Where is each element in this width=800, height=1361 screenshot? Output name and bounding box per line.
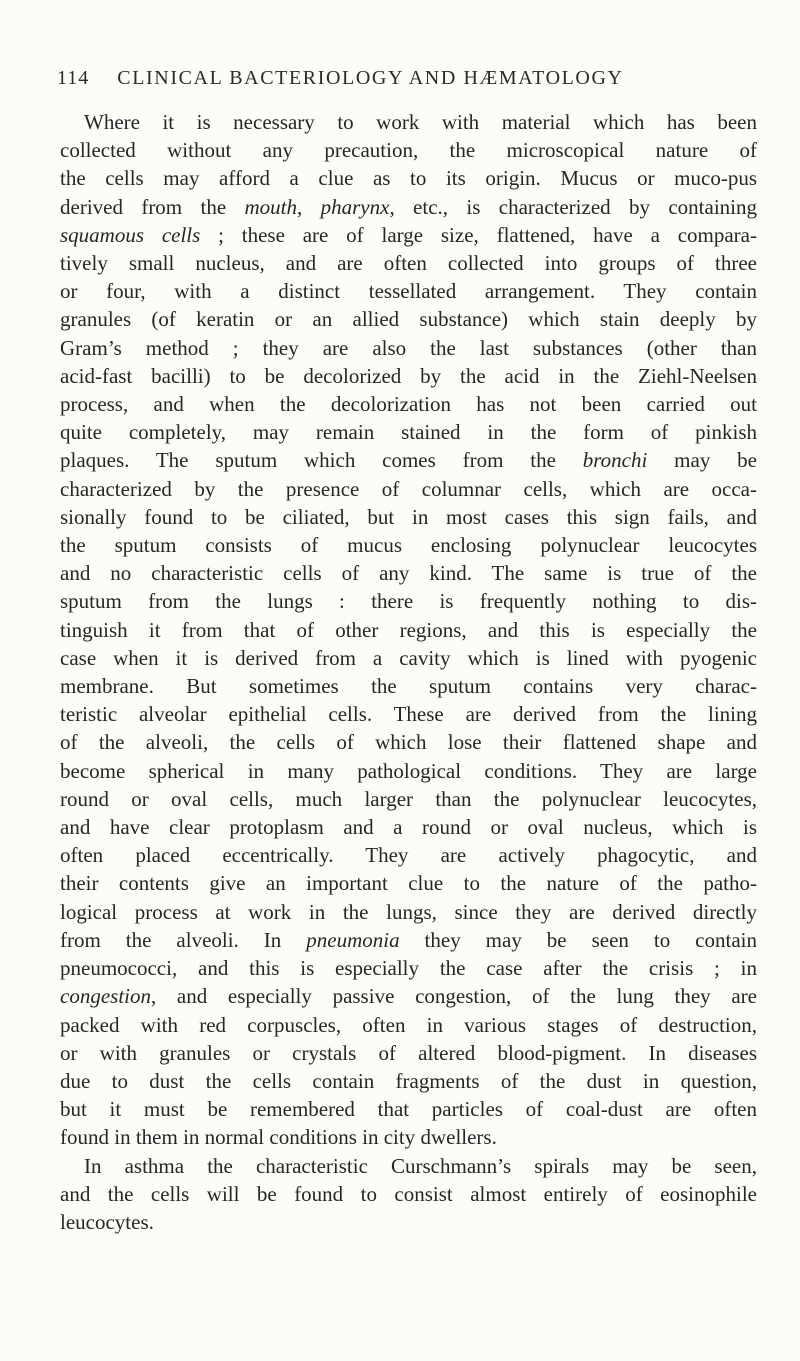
text-line: congestion, and especially passive congestion, of the lung they are	[60, 984, 757, 1009]
text-line: collected without any precaution, the microscopical nature of	[60, 138, 757, 163]
text-line: Gram’s method ; they are also the last substances (other than	[60, 335, 757, 360]
text-line: squamous cells ; these are of large size, flattened, have a compara-	[60, 222, 757, 247]
text-line: logical process at work in the lungs, since they are derived directly	[60, 899, 757, 924]
text-line: quite completely, may remain stained in the form of pinkish	[60, 420, 757, 445]
text-line: packed with red corpuscles, often in various stages of destruction,	[60, 1012, 757, 1037]
text-line: granules (of keratin or an allied substance) which stain deeply by	[60, 307, 757, 332]
text-line: but it must be remembered that particles of coal-dust are often	[60, 1097, 757, 1122]
text-line: and no characteristic cells of any kind. The same is true of the	[60, 561, 757, 586]
text-line: or four, with a distinct tessellated arrangement. They contain	[60, 279, 757, 304]
running-head	[57, 67, 757, 90]
text-line: or with granules or crystals of altered blood-pigment. In diseases	[60, 1040, 757, 1065]
text-line: In asthma the characteristic Curschmann’s spirals may be seen,	[84, 1153, 757, 1178]
text-line: round or oval cells, much larger than the polynuclear leucocytes,	[60, 786, 757, 811]
body-text	[60, 108, 757, 1236]
text-line: tinguish it from that of other regions, and this is especially the	[60, 617, 757, 642]
text-line: case when it is derived from a cavity which is lined with pyogenic	[60, 645, 757, 670]
paragraph-2	[60, 1152, 757, 1237]
text-line: pneumococci, and this is especially the case after the crisis ; in	[60, 956, 757, 981]
text-line: of the alveoli, the cells of which lose their flattened shape and	[60, 730, 757, 755]
text-line: become spherical in many pathological conditions. They are large	[60, 758, 757, 783]
text-line: their contents give an important clue to the nature of the patho-	[60, 871, 757, 896]
text-line: the sputum consists of mucus enclosing polynuclear leucocytes	[60, 533, 757, 558]
text-line: from the alveoli. In pneumonia they may be seen to contain	[60, 927, 757, 952]
text-line: leucocytes.	[60, 1209, 154, 1234]
text-line: tively small nucleus, and are often collected into groups of three	[60, 251, 757, 276]
text-line: due to dust the cells contain fragments of the dust in question,	[60, 1068, 757, 1093]
page-number: 114	[57, 67, 90, 89]
text-line: membrane. But sometimes the sputum contains very charac-	[60, 674, 757, 699]
text-line: acid-fast bacilli) to be decolorized by the acid in the Ziehl-Neelsen	[60, 363, 757, 388]
text-line: sputum from the lungs : there is frequently nothing to dis-	[60, 589, 757, 614]
running-head-title: CLINICAL BACTERIOLOGY AND HÆMATOLOGY	[117, 67, 624, 89]
text-line: found in them in normal conditions in city dwellers.	[60, 1125, 497, 1150]
text-line: sionally found to be ciliated, but in most cases this sign fails, and	[60, 504, 757, 529]
text-line: derived from the mouth, pharynx, etc., is characterized by containing	[60, 194, 758, 219]
text-line: plaques. The sputum which comes from the bronchi may be	[60, 448, 757, 473]
text-line: teristic alveolar epithelial cells. These are derived from the lining	[60, 702, 757, 727]
text-line: often placed eccentrically. They are actively phagocytic, and	[60, 843, 757, 868]
paragraph-1	[60, 108, 757, 1152]
text-line: Where it is necessary to work with material which has been	[84, 110, 757, 134]
text-line: process, and when the decolorization has not been carried out	[60, 392, 757, 417]
text-line: characterized by the presence of columnar cells, which are occa-	[60, 476, 757, 501]
text-line: and have clear protoplasm and a round or oval nucleus, which is	[60, 815, 757, 840]
text-line: the cells may afford a clue as to its origin. Mucus or muco-pus	[60, 166, 757, 191]
text-line: and the cells will be found to consist almost entirely of eosinophile	[60, 1181, 757, 1206]
